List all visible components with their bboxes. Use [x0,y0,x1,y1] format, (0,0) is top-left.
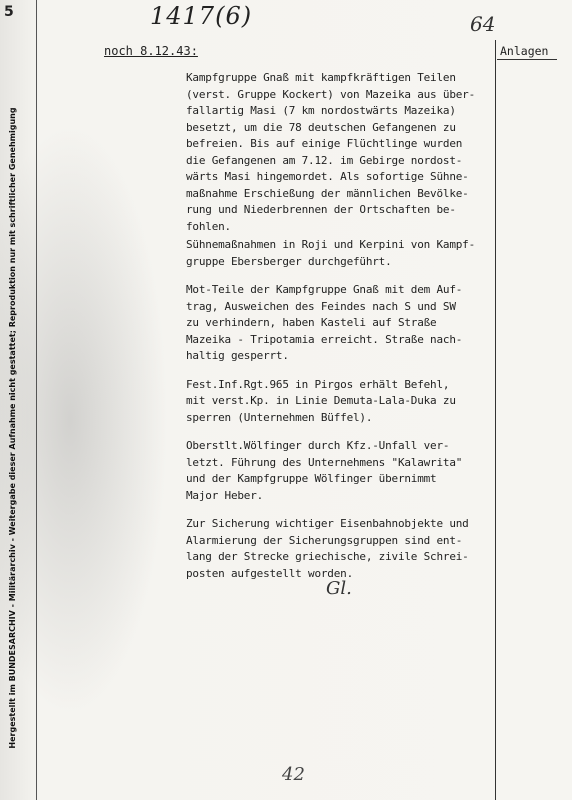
text-line: fohlen. [186,219,231,233]
paragraph [186,282,492,365]
anlagen-underline [497,59,557,60]
right-margin-line [495,40,496,800]
paragraph [186,70,492,235]
text-line: Oberstlt.Wölfinger durch Kfz.-Unfall ver- [186,439,450,452]
paragraph [186,438,492,504]
text-line: zu verhindern, haben Kasteli auf Straße [186,316,437,329]
text-line: Sühnemaßnahmen in Roji und Kerpini von Kampf- [186,238,476,251]
text-line: Alarmierung der Sicherungsgruppen sind ent- [186,533,463,547]
text-line: maßnahme Erschießung der männlichen Bevölke- [186,186,469,200]
text-line: sperren (Unternehmen Büffel). [186,410,373,424]
text-line: und der Kampfgruppe Wölfinger übernimmt [186,472,437,485]
text-line: trag, Ausweichen des Feindes nach S und SW [186,299,456,313]
header-date: noch 8.12.43: [104,44,198,58]
handwritten-initials: Gl. [326,578,352,599]
text-line: die Gefangenen am 7.12. im Gebirge nordost- [186,153,463,167]
text-line: (verst. Gruppe Kockert) von Mazeika aus über- [186,87,476,101]
handwritten-folio-number: 1417(6) [150,2,253,30]
anlagen-column-header: Anlagen [500,44,549,58]
text-line: Kampfgruppe Gnaß mit kampfkräftigen Teilen [186,71,456,84]
body-text [186,70,492,582]
text-line: haltig gesperrt. [186,349,289,362]
text-line: Major Heber. [186,488,264,502]
text-line: Mot-Teile der Kampfgruppe Gnaß mit dem Auf- [186,283,463,296]
text-line: gruppe Ebersberger durchgeführt. [186,254,392,268]
text-line: wärts Masi hingemordet. Als sofortige Sühne- [186,170,469,183]
left-margin-line [36,0,37,800]
paragraph [186,516,492,582]
text-line: posten aufgestellt worden. [186,566,353,580]
text-line: befreien. Bis auf einige Flüchtlinge wurden [186,137,463,150]
text-line: besetzt, um die 78 deutschen Gefangenen zu [186,120,456,134]
handwritten-page-number: 64 [470,12,496,36]
text-line: Fest.Inf.Rgt.965 in Pirgos erhält Befehl, [186,377,450,391]
archive-stamp: Hergestellt im BUNDESARCHIV - Militärarchiv - Weitergabe dieser Aufnahme nicht gestattet; Reproduktion nur mit schriftlicher Genehmigung [8,107,17,749]
text-line: lang der Strecke griechische, zivile Schrei- [186,550,469,563]
corner-mark: 5 [4,4,14,20]
text-line: Mazeika - Tripotamia erreicht. Straße nach- [186,332,463,346]
text-line: rung und Niederbrennen der Ortschaften be- [186,203,456,216]
handwritten-bottom-number: 42 [282,764,305,785]
text-line: fallartig Masi (7 km nordostwärts Mazeika) [186,104,456,117]
text-line: letzt. Führung des Unternehmens "Kalawrita" [186,455,463,469]
text-line: Zur Sicherung wichtiger Eisenbahnobjekte und [186,517,469,530]
paragraph [186,377,492,427]
paragraph [186,237,492,270]
text-line: mit verst.Kp. in Linie Demuta-Lala-Duka zu [186,394,456,407]
